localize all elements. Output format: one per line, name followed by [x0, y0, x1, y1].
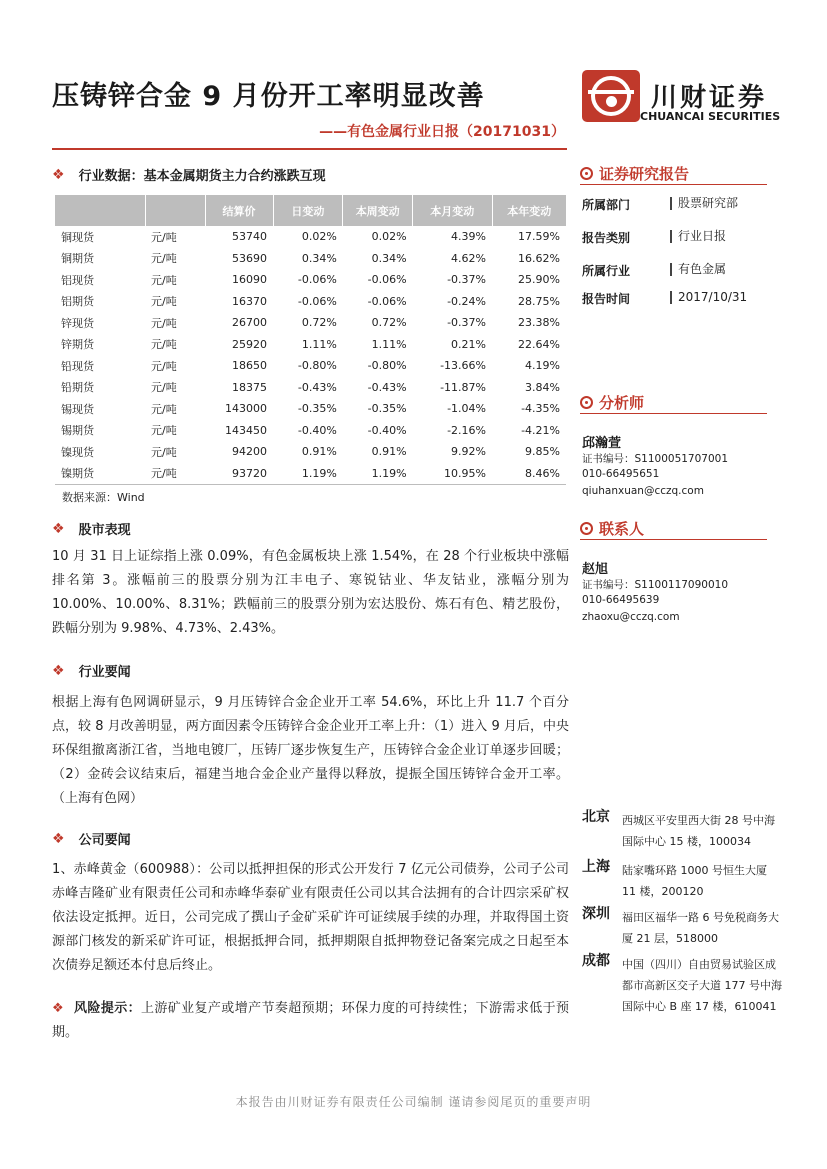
table-cell: 元/吨 [151, 402, 177, 416]
company-news-text: 1、赤峰黄金（600988）：公司以抵押担保的形式公开发行 7 亿元公司债券，公司子公司赤峰吉隆矿业有限责任公司和赤峰华泰矿业有限责任公司以其合法拥有的合计四宗采矿权依法设定抵押。近日，公司完成了撰山子金矿采矿许可证续展手续的办理，并取得国土资源部门核发的新采矿许可证，根据抵押合同，抵押期限自抵押物登记备案完成之日起至本次债券足额还本付息后终止。 [52, 862, 569, 973]
contact-title-text: 联系人 [599, 520, 645, 538]
table-cell: 0.02% [371, 230, 407, 244]
info-key: 报告类别 [582, 231, 631, 245]
risk-label: 风险提示： [74, 1001, 141, 1016]
logo-dot [606, 96, 617, 107]
office-city: 上海 [582, 859, 610, 875]
table-cell: 22.64% [518, 337, 560, 351]
table-cell: 18375 [232, 380, 267, 394]
office-address: 陆家嘴环路 1000 号恒生大厦 11 楼，200120 [622, 864, 767, 898]
target-icon [580, 167, 593, 180]
table-cell: 铜现货 [61, 230, 94, 244]
table-cell: 10.95% [413, 463, 492, 485]
header-divider [52, 148, 567, 150]
contact-cert: 证书编号：S1100117090010 [582, 579, 729, 591]
info-row-department [582, 196, 738, 213]
table-header-cell: 本月变动 [413, 195, 492, 226]
table-cell: -0.35% [297, 402, 337, 416]
sidebar-divider [580, 539, 767, 540]
data-source: 数据来源：Wind [62, 491, 145, 504]
table-cell: 镍现货 [61, 445, 94, 459]
table-cell: 3.84% [525, 380, 560, 394]
analyst-title-text: 分析师 [599, 394, 645, 412]
brand-logo-icon [582, 70, 640, 122]
section-industry-data [52, 165, 326, 184]
diamond-bullet-icon: ❖ [52, 520, 65, 537]
table-cell: 53690 [232, 251, 267, 265]
info-row-category [582, 229, 726, 246]
table-cell: 25.90% [518, 273, 560, 287]
stock-market-text: 10 月 31 日上证综指上涨 0.09%，有色金属板块上涨 1.54%，在 28 个行业板块中涨幅排名第 3。涨幅前三的股票分别为江丰电子、寒锐钴业、华友钴业，涨幅分别为 10.00%、10.00%、8.31%；跌幅前三的股票分别为宏达股份、炼石有色、精艺股份，跌幅分别为 9.98%、4.73%、2.43%。 [52, 549, 569, 636]
target-icon [580, 522, 593, 535]
table-cell: 9.85% [525, 445, 560, 459]
analyst-name: 邱瀚萱 [582, 436, 622, 451]
section-industry-news [52, 661, 131, 680]
table-cell: 0.02% [301, 230, 337, 244]
table-cell: 铅现货 [61, 359, 94, 373]
risk-text: 上游矿业复产或增产节奏超预期；环保力度的可持续性；下游需求低于预期。 [52, 1001, 569, 1040]
table-cell: 铅期货 [61, 381, 94, 395]
table-cell: 锌期货 [61, 338, 94, 352]
table-cell: 元/吨 [151, 252, 177, 266]
info-key: 报告时间 [582, 292, 631, 306]
page-title: 压铸锌合金 9 月份开工率明显改善 [52, 81, 485, 112]
table-cell: 0.21% [451, 337, 486, 351]
brand-name-en: CHUANCAI SECURITIES [640, 110, 781, 123]
table-cell: 1.11% [301, 337, 337, 351]
info-value: 有色金属 [670, 263, 726, 276]
table-cell: 0.91% [301, 445, 337, 459]
info-value: 股票研究部 [670, 197, 738, 210]
table-header-row [55, 195, 566, 226]
table-row [55, 398, 566, 420]
table-cell: 16.62% [518, 251, 560, 265]
table-header-cell: 日变动 [273, 195, 343, 226]
table-cell: 0.34% [371, 251, 407, 265]
table-cell: 17.59% [518, 230, 560, 244]
sidebar-report-title [580, 163, 689, 184]
table-cell: 元/吨 [151, 338, 177, 352]
table-row [55, 312, 566, 334]
sidebar-divider [580, 413, 767, 414]
table-cell: -4.21% [521, 423, 560, 437]
office-address: 中国（四川）自由贸易试验区成都市高新区交子大道 177 号中海国际中心 B 座 17 楼，610041 [622, 958, 782, 1013]
table-cell: 18650 [232, 359, 267, 373]
table-cell: -0.06% [297, 273, 337, 287]
office-address: 西城区平安里西大街 28 号中海国际中心 15 楼，100034 [622, 814, 775, 848]
info-value: 行业日报 [670, 230, 726, 243]
table-cell: -0.40% [367, 423, 407, 437]
table-cell: -4.35% [521, 402, 560, 416]
table-cell: 4.62% [451, 251, 486, 265]
table-cell: 元/吨 [151, 295, 177, 309]
table-cell: 1.11% [371, 337, 407, 351]
table-header-cell: 本年变动 [492, 195, 566, 226]
analyst-email[interactable]: qiuhanxuan@cczq.com [582, 485, 704, 497]
info-key: 所属部门 [582, 198, 631, 212]
table-header-cell: 本周变动 [343, 195, 413, 226]
table-header-cell [145, 195, 205, 226]
report-title-text: 证券研究报告 [599, 165, 690, 183]
table-row [55, 269, 566, 291]
contact-email[interactable]: zhaoxu@cczq.com [582, 611, 680, 623]
table-row [55, 463, 566, 485]
table-cell: 4.39% [451, 230, 486, 244]
table-cell: -0.40% [297, 423, 337, 437]
diamond-bullet-icon: ❖ [52, 830, 65, 847]
table-row [55, 355, 566, 377]
diamond-bullet-icon: ❖ [52, 662, 65, 679]
target-icon [580, 396, 593, 409]
industry-data-title: 基本金属期货主力合约涨跌互现 [143, 169, 326, 184]
table-cell: 4.19% [525, 359, 560, 373]
sidebar-contact-title [580, 518, 644, 539]
table-cell: 镍期货 [55, 463, 145, 485]
table-cell: 16090 [232, 273, 267, 287]
analyst-cert: 证书编号：S1100051707001 [582, 453, 729, 465]
table-cell: 16370 [232, 294, 267, 308]
industry-data-label: 行业数据： [78, 169, 144, 184]
futures-table [55, 195, 566, 485]
table-cell: 元/吨 [151, 316, 177, 330]
table-row [55, 226, 566, 248]
table-cell: 25920 [232, 337, 267, 351]
table-cell: -0.06% [297, 294, 337, 308]
table-cell: 元/吨 [151, 273, 177, 287]
table-cell: 23.38% [518, 316, 560, 330]
table-cell: 1.19% [343, 463, 413, 485]
table-cell: -0.06% [367, 294, 407, 308]
company-news-title: 公司要闻 [78, 833, 131, 848]
table-cell: -0.24% [447, 294, 486, 308]
office-city: 北京 [582, 809, 610, 825]
table-cell: -0.37% [447, 273, 486, 287]
office-city: 深圳 [582, 906, 610, 922]
diamond-bullet-icon: ❖ [52, 166, 65, 183]
stock-market-title: 股市表现 [78, 523, 131, 538]
table-cell: 8.46% [492, 463, 566, 485]
table-cell: 93720 [205, 463, 273, 485]
info-row-date [582, 290, 747, 307]
table-row [55, 441, 566, 463]
table-cell: 0.72% [301, 316, 337, 330]
office-address: 福田区福华一路 6 号免税商务大厦 21 层，518000 [622, 911, 779, 945]
table-header-cell [55, 195, 145, 226]
table-cell: -2.16% [447, 423, 486, 437]
table-row [55, 291, 566, 313]
table-cell: -11.87% [440, 380, 486, 394]
table-cell: 铜期货 [61, 252, 94, 266]
contact-phone: 010-66495639 [582, 594, 660, 606]
table-row [55, 420, 566, 442]
table-row [55, 248, 566, 270]
table-cell: 元/吨 [145, 463, 205, 485]
contact-name: 赵旭 [582, 562, 609, 577]
table-cell: 元/吨 [151, 445, 177, 459]
info-key: 所属行业 [582, 264, 631, 278]
table-cell: 锡期货 [61, 424, 94, 438]
section-stock-market [52, 519, 131, 538]
table-cell: 铝现货 [61, 273, 94, 287]
table-header-cell: 结算价 [205, 195, 273, 226]
table-cell: 元/吨 [151, 424, 177, 438]
table-cell: 0.34% [301, 251, 337, 265]
analyst-phone: 010-66495651 [582, 468, 660, 480]
table-cell: 1.19% [273, 463, 343, 485]
table-cell: 26700 [232, 316, 267, 330]
industry-news-text: 根据上海有色网调研显示，9 月压铸锌合金企业开工率 54.6%，环比上升 11.7 个百分点，较 8 月改善明显，两方面因素令压铸锌合金企业开工率上升：（1）进入 9 月后，中央环保组撤离浙江省，当地电镀厂，压铸厂逐步恢复生产，压铸锌合金企业订单逐步回暖；（2）金砖会议结束后，福建当地合金企业产量得以释放，提振全国压铸锌合金开工率。（上海有色网） [52, 695, 569, 806]
logo-bar [588, 90, 634, 94]
table-cell: 0.72% [371, 316, 407, 330]
table-cell: -1.04% [447, 402, 486, 416]
table-cell: 143450 [225, 423, 267, 437]
table-cell: 锡现货 [61, 402, 94, 416]
table-cell: 28.75% [518, 294, 560, 308]
office-city: 成都 [582, 953, 610, 969]
footer-disclaimer: 本报告由川财证券有限责任公司编制 谨请参阅尾页的重要声明 [235, 1095, 592, 1109]
table-cell: 143000 [225, 402, 267, 416]
table-row [55, 377, 566, 399]
table-cell: -0.37% [447, 316, 486, 330]
table-cell: 53740 [232, 230, 267, 244]
table-cell: -13.66% [440, 359, 486, 373]
table-cell: -0.35% [367, 402, 407, 416]
table-row [55, 334, 566, 356]
table-cell: 0.91% [371, 445, 407, 459]
table-cell: 元/吨 [151, 359, 177, 373]
sidebar-analyst-title [580, 392, 644, 413]
table-cell: 9.92% [451, 445, 486, 459]
risk-block [52, 997, 569, 1045]
table-body [55, 226, 566, 484]
sidebar-divider [580, 184, 767, 185]
table-cell: 元/吨 [151, 381, 177, 395]
table-cell: -0.80% [297, 359, 337, 373]
brand-name-cn: 川财证券 [651, 83, 768, 113]
section-company-news [52, 829, 131, 848]
table-cell: 94200 [232, 445, 267, 459]
table-cell: -0.06% [367, 273, 407, 287]
table-cell: 锌现货 [61, 316, 94, 330]
table-cell: -0.80% [367, 359, 407, 373]
industry-news-title: 行业要闻 [78, 665, 131, 680]
info-value: 2017/10/31 [670, 291, 747, 304]
table-cell: 元/吨 [151, 230, 177, 244]
diamond-bullet-icon: ❖ [52, 1001, 65, 1016]
info-row-industry [582, 262, 726, 279]
page-subtitle: ——有色金属行业日报（20171031） [319, 124, 565, 140]
table-cell: -0.43% [367, 380, 407, 394]
table-cell: 铝期货 [61, 295, 94, 309]
table-cell: -0.43% [297, 380, 337, 394]
